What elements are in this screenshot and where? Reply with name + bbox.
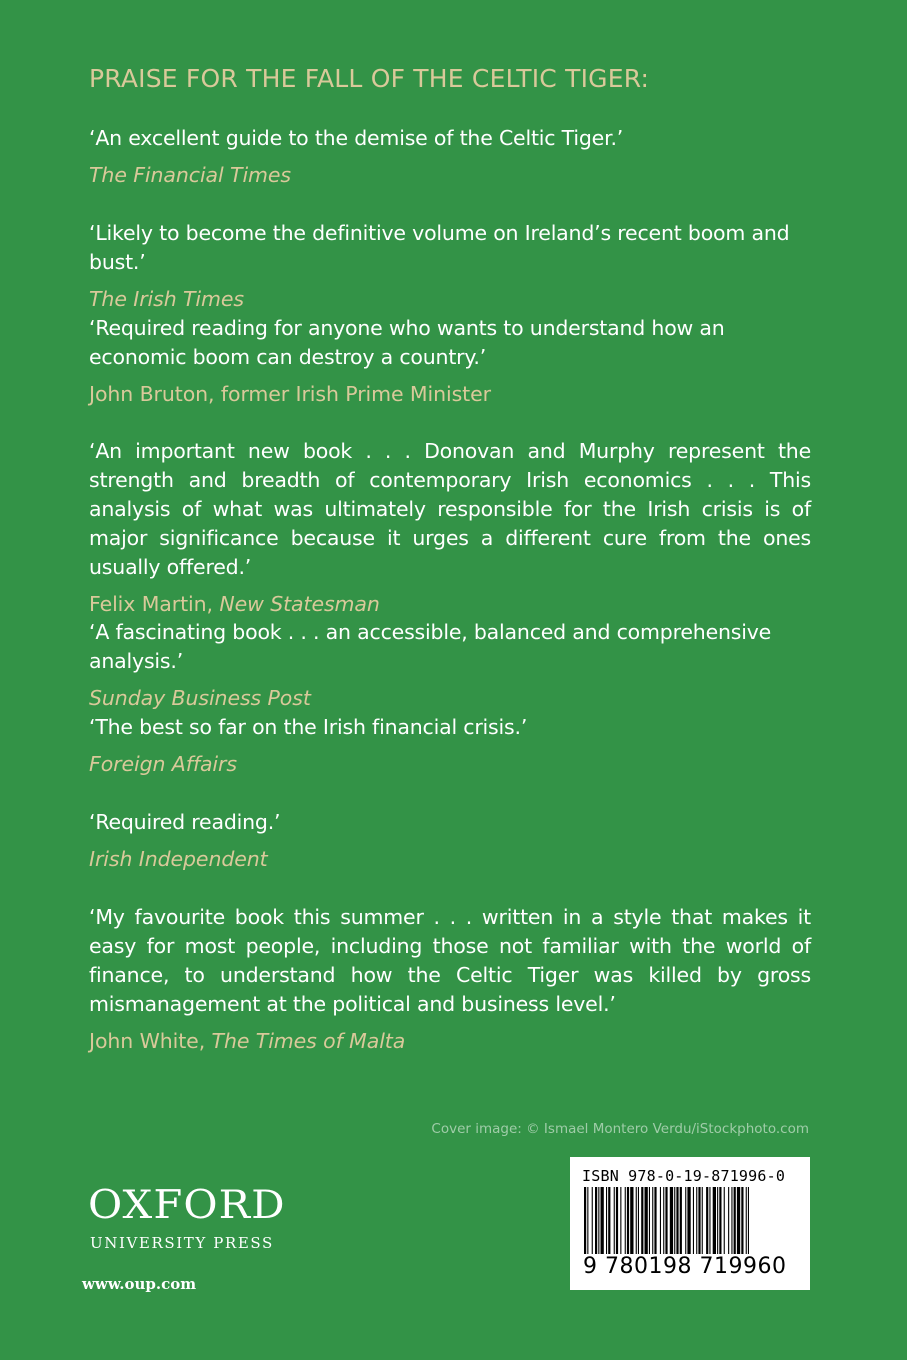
cover-image-credit: Cover image: © Ismael Montero Verdu/iStockphoto.com <box>431 1121 809 1137</box>
review-financial-times <box>89 124 811 190</box>
review-quote: ‘The best so far on the Irish financial crisis.’ <box>89 715 528 739</box>
review-source <box>89 590 811 619</box>
review-source: Irish Independent <box>89 847 268 871</box>
isbn-label: ISBN 978-0-19-871996-0 <box>582 1167 786 1185</box>
review-source: John Bruton, former Irish Prime Minister <box>89 382 491 406</box>
publisher-logo: OXFORD <box>88 1183 286 1228</box>
review-quote: ‘Required reading for anyone who wants to understand how an economic boom can destroy a country.’ <box>89 316 725 369</box>
review-sunday-business-post <box>89 618 811 713</box>
review-quote: ‘Required reading.’ <box>89 810 281 834</box>
publisher-subtitle: UNIVERSITY PRESS <box>90 1234 274 1252</box>
review-irish-independent <box>89 808 811 874</box>
review-source-publication: New Statesman <box>219 592 380 616</box>
review-source-name: John White, <box>89 1029 212 1053</box>
review-source: The Irish Times <box>89 287 244 311</box>
review-irish-times <box>89 219 811 314</box>
review-source: Sunday Business Post <box>89 686 311 710</box>
review-quote: ‘An excellent guide to the demise of the Celtic Tiger.’ <box>89 126 624 150</box>
review-times-of-malta <box>89 903 811 1056</box>
review-source: Foreign Affairs <box>89 752 237 776</box>
review-source <box>89 1027 811 1056</box>
review-source: The Financial Times <box>89 163 291 187</box>
review-source-publication: The Times of Malta <box>211 1029 406 1053</box>
barcode <box>570 1157 810 1290</box>
review-new-statesman <box>89 437 811 619</box>
praise-heading: PRAISE FOR THE FALL OF THE CELTIC TIGER: <box>89 64 650 93</box>
review-source-name: Felix Martin, <box>89 592 220 616</box>
review-quote: ‘My favourite book this summer . . . written in a style that makes it easy for most people, including those not familiar with the world of finance, to understand how the Celtic Tiger was killed by gross mismanagement at the political and business level.’ <box>89 905 811 1016</box>
publisher-url: www.oup.com <box>82 1275 197 1293</box>
review-john-bruton <box>89 314 811 409</box>
barcode-digits: 9 780198 719960 <box>583 1254 787 1279</box>
review-quote: ‘An important new book . . . Donovan and Murphy represent the strength and breadth of contemporary Irish economics . . . This analysis of what was ultimately responsible for the Irish crisis is of major significance because it urges a different cure from the ones usually offered.’ <box>89 439 811 579</box>
review-quote: ‘Likely to become the definitive volume on Ireland’s recent boom and bust.’ <box>89 221 790 274</box>
review-foreign-affairs <box>89 713 811 779</box>
review-quote: ‘A fascinating book . . . an accessible, balanced and comprehensive analysis.’ <box>89 620 772 673</box>
